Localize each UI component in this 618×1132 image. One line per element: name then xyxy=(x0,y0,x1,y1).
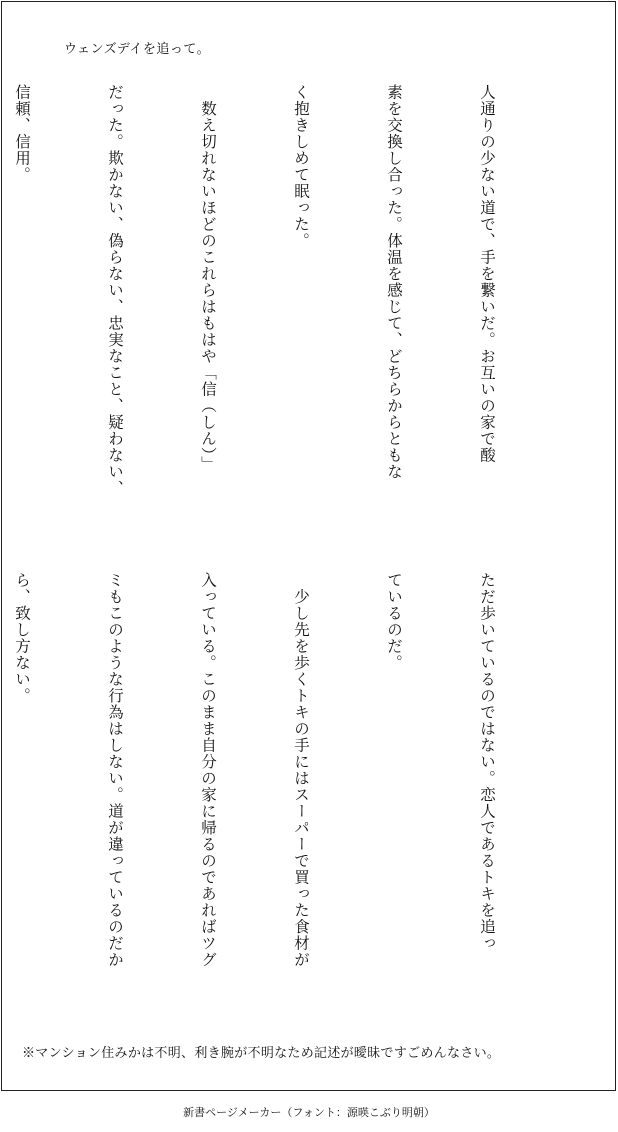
text-line: 信頼、信用。 xyxy=(13,84,31,183)
upper-text-block xyxy=(13,84,564,524)
text-line: く抱きしめて眠った。 xyxy=(292,84,310,249)
text-line: ているのだ。 xyxy=(385,572,403,671)
footer-credit: 新書ページメーカー（フォント：源暎こぶり明朝） xyxy=(183,1106,435,1119)
text-line: 人通りの少ない道で、手を繋いだ。お互いの家で酸 xyxy=(478,84,496,464)
text-line: だった。欺かない、偽らない、忠実なこと、疑わない、 xyxy=(106,84,124,497)
text-line: ミもこのような行為はしない。道が違っているのだか xyxy=(106,572,124,968)
text-line: ら、致し方ない。 xyxy=(13,572,31,704)
text-line: 数え切れないほどのこれらはもはや「信（しん）」 xyxy=(199,84,217,473)
text-line: 入っている。このまま自分の家に帰るのであればツグ xyxy=(199,572,217,968)
lower-text-block xyxy=(13,572,564,1022)
text-line: 素を交換し合った。体温を感じて、どちらからともな xyxy=(385,84,403,480)
text-line: ただ歩いているのではない。恋人であるトキを追っ xyxy=(478,572,496,952)
manuscript-page xyxy=(1,1,616,1091)
page-header: ウェンズデイを追って。 xyxy=(64,42,211,57)
text-line: 少し先を歩くトキの手にはスーパーで買った食材が xyxy=(292,572,310,968)
author-note: ※マンション住みかは不明、利き腕が不明なため記述が曖昧ですごめんなさい。 xyxy=(22,1046,501,1061)
